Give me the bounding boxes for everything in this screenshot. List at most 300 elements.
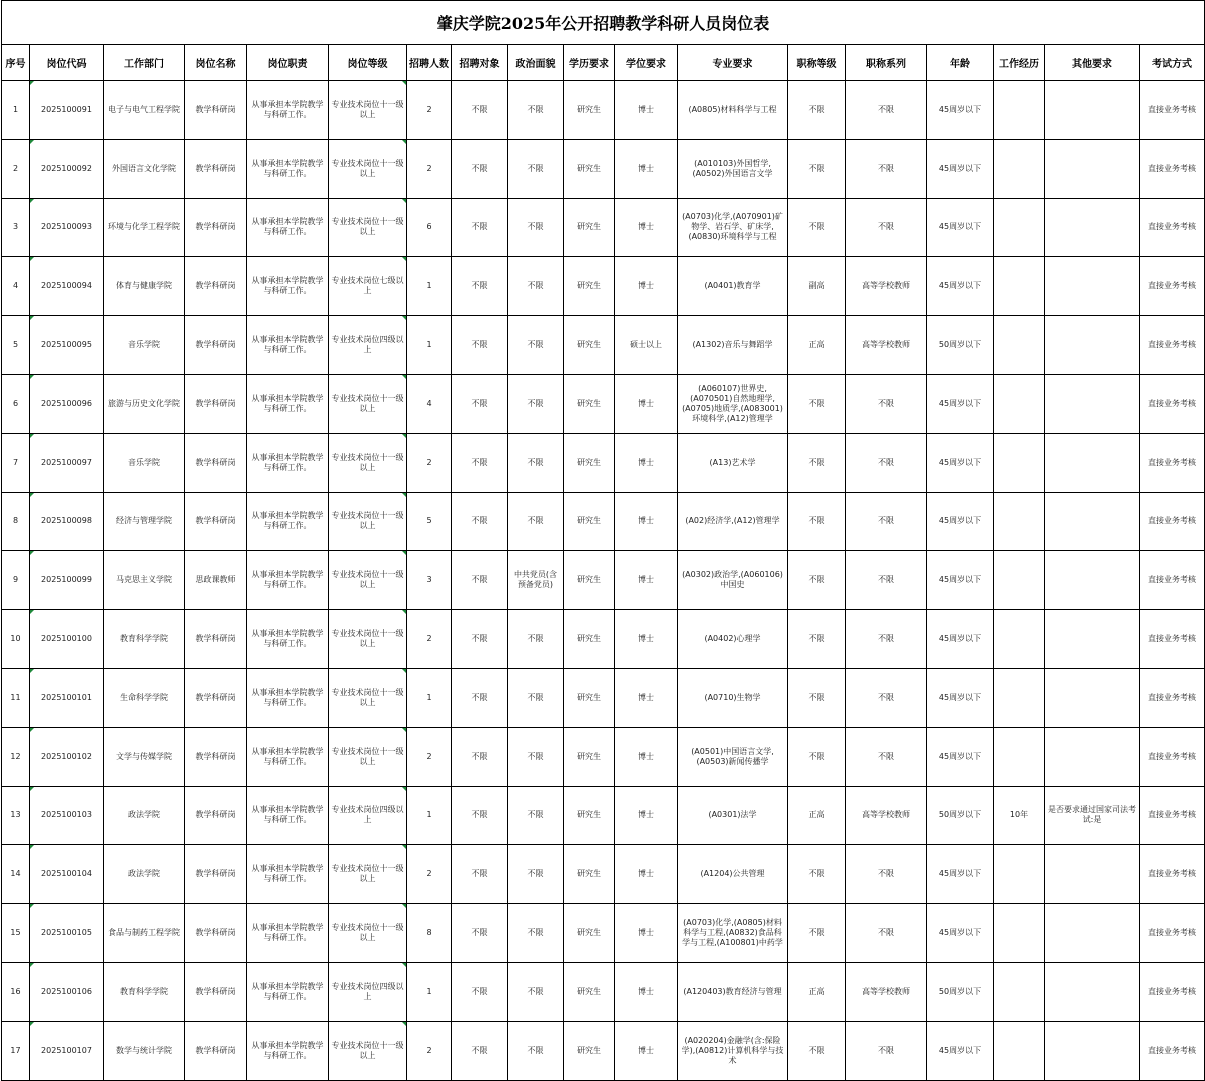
cell-headcount: 5	[407, 492, 452, 551]
cell-title-level: 不限	[788, 727, 846, 786]
cell-duties: 从事承担本学院教学与科研工作。	[247, 374, 329, 433]
cell-title-series: 不限	[846, 727, 927, 786]
cell-post-name: 教学科研岗	[185, 316, 247, 375]
table-row	[2, 610, 1205, 669]
cell-target: 不限	[452, 904, 508, 963]
cell-department: 体育与健康学院	[104, 257, 185, 316]
cell-post-grade: 专业技术岗位十一级以上	[329, 610, 407, 669]
cell-department: 食品与制药工程学院	[104, 904, 185, 963]
cell-post-grade: 专业技术岗位四级以上	[329, 962, 407, 1021]
cell-age: 45周岁以下	[927, 845, 994, 904]
cell-title-level: 不限	[788, 904, 846, 963]
cell-other-requirements	[1045, 668, 1140, 727]
cell-headcount: 2	[407, 139, 452, 198]
cell-seq: 7	[2, 433, 30, 492]
cell-political-status: 中共党员(含预备党员)	[508, 551, 564, 610]
cell-title-series: 不限	[846, 81, 927, 140]
header-title-series: 职称系列	[846, 45, 927, 81]
cell-exam-method: 直接业务考核	[1140, 727, 1205, 786]
header-exam-method: 考试方式	[1140, 45, 1205, 81]
cell-title-series: 不限	[846, 492, 927, 551]
cell-post-grade: 专业技术岗位十一级以上	[329, 492, 407, 551]
cell-age: 50周岁以下	[927, 962, 994, 1021]
cell-degree: 博士	[615, 374, 678, 433]
cell-age: 45周岁以下	[927, 198, 994, 257]
header-duties: 岗位职责	[247, 45, 329, 81]
cell-post-name: 教学科研岗	[185, 727, 247, 786]
cell-target: 不限	[452, 198, 508, 257]
cell-education: 研究生	[564, 1021, 615, 1080]
cell-duties: 从事承担本学院教学与科研工作。	[247, 551, 329, 610]
cell-degree: 硕士以上	[615, 316, 678, 375]
cell-degree: 博士	[615, 551, 678, 610]
cell-target: 不限	[452, 1021, 508, 1080]
cell-post-grade: 专业技术岗位十一级以上	[329, 551, 407, 610]
cell-title-level: 不限	[788, 610, 846, 669]
cell-exam-method: 直接业务考核	[1140, 904, 1205, 963]
table-row	[2, 845, 1205, 904]
cell-post-name: 教学科研岗	[185, 962, 247, 1021]
table-row	[2, 727, 1205, 786]
cell-post-name: 教学科研岗	[185, 139, 247, 198]
cell-seq: 17	[2, 1021, 30, 1080]
cell-other-requirements	[1045, 492, 1140, 551]
cell-work-experience	[994, 492, 1045, 551]
cell-seq: 3	[2, 198, 30, 257]
cell-other-requirements	[1045, 904, 1140, 963]
cell-political-status: 不限	[508, 139, 564, 198]
cell-title-series: 不限	[846, 551, 927, 610]
cell-post-name: 教学科研岗	[185, 374, 247, 433]
cell-political-status: 不限	[508, 492, 564, 551]
cell-post-name: 教学科研岗	[185, 198, 247, 257]
cell-post-grade: 专业技术岗位十一级以上	[329, 845, 407, 904]
cell-education: 研究生	[564, 139, 615, 198]
cell-major: (A1302)音乐与舞蹈学	[678, 316, 788, 375]
table-row	[2, 904, 1205, 963]
positions-table	[1, 0, 1205, 1081]
cell-degree: 博士	[615, 257, 678, 316]
cell-major: (A020204)金融学(含:保险学),(A0812)计算机科学与技术	[678, 1021, 788, 1080]
cell-title-series: 高等学校教师	[846, 257, 927, 316]
cell-duties: 从事承担本学院教学与科研工作。	[247, 727, 329, 786]
cell-work-experience	[994, 962, 1045, 1021]
header-post-name: 岗位名称	[185, 45, 247, 81]
cell-post-name: 教学科研岗	[185, 786, 247, 845]
cell-other-requirements	[1045, 610, 1140, 669]
cell-duties: 从事承担本学院教学与科研工作。	[247, 668, 329, 727]
header-age: 年龄	[927, 45, 994, 81]
cell-target: 不限	[452, 139, 508, 198]
cell-major: (A13)艺术学	[678, 433, 788, 492]
cell-degree: 博士	[615, 845, 678, 904]
cell-headcount: 1	[407, 668, 452, 727]
cell-headcount: 8	[407, 904, 452, 963]
header-other-requirements: 其他要求	[1045, 45, 1140, 81]
cell-work-experience	[994, 81, 1045, 140]
cell-exam-method: 直接业务考核	[1140, 845, 1205, 904]
cell-education: 研究生	[564, 492, 615, 551]
cell-department: 马克思主义学院	[104, 551, 185, 610]
cell-seq: 1	[2, 81, 30, 140]
cell-post-grade: 专业技术岗位四级以上	[329, 786, 407, 845]
cell-post-code: 2025100106	[30, 962, 104, 1021]
cell-post-code: 2025100101	[30, 668, 104, 727]
cell-degree: 博士	[615, 81, 678, 140]
cell-title-level: 不限	[788, 81, 846, 140]
table-row	[2, 198, 1205, 257]
cell-other-requirements	[1045, 433, 1140, 492]
cell-other-requirements	[1045, 198, 1140, 257]
cell-post-code: 2025100092	[30, 139, 104, 198]
cell-title-series: 高等学校教师	[846, 786, 927, 845]
cell-political-status: 不限	[508, 81, 564, 140]
cell-exam-method: 直接业务考核	[1140, 139, 1205, 198]
cell-department: 政法学院	[104, 786, 185, 845]
cell-post-name: 教学科研岗	[185, 257, 247, 316]
cell-seq: 14	[2, 845, 30, 904]
cell-seq: 13	[2, 786, 30, 845]
cell-duties: 从事承担本学院教学与科研工作。	[247, 433, 329, 492]
cell-headcount: 1	[407, 257, 452, 316]
cell-education: 研究生	[564, 551, 615, 610]
cell-post-grade: 专业技术岗位十一级以上	[329, 81, 407, 140]
cell-education: 研究生	[564, 198, 615, 257]
cell-major: (A1204)公共管理	[678, 845, 788, 904]
cell-title-level: 正高	[788, 316, 846, 375]
table-row	[2, 1021, 1205, 1080]
cell-post-code: 2025100091	[30, 81, 104, 140]
cell-age: 50周岁以下	[927, 316, 994, 375]
header-title-level: 职称等级	[788, 45, 846, 81]
cell-other-requirements	[1045, 374, 1140, 433]
cell-degree: 博士	[615, 962, 678, 1021]
cell-degree: 博士	[615, 1021, 678, 1080]
cell-title-level: 不限	[788, 374, 846, 433]
cell-exam-method: 直接业务考核	[1140, 610, 1205, 669]
cell-education: 研究生	[564, 727, 615, 786]
header-post-code: 岗位代码	[30, 45, 104, 81]
cell-work-experience	[994, 433, 1045, 492]
cell-title-level: 不限	[788, 492, 846, 551]
cell-political-status: 不限	[508, 668, 564, 727]
header-headcount: 招聘人数	[407, 45, 452, 81]
cell-work-experience	[994, 257, 1045, 316]
cell-post-code: 2025100094	[30, 257, 104, 316]
cell-degree: 博士	[615, 433, 678, 492]
cell-exam-method: 直接业务考核	[1140, 374, 1205, 433]
cell-degree: 博士	[615, 727, 678, 786]
cell-headcount: 4	[407, 374, 452, 433]
header-seq: 序号	[2, 45, 30, 81]
cell-title-level: 不限	[788, 1021, 846, 1080]
cell-department: 电子与电气工程学院	[104, 81, 185, 140]
cell-exam-method: 直接业务考核	[1140, 433, 1205, 492]
cell-department: 教育科学学院	[104, 610, 185, 669]
table-row	[2, 492, 1205, 551]
cell-education: 研究生	[564, 962, 615, 1021]
cell-age: 45周岁以下	[927, 139, 994, 198]
cell-target: 不限	[452, 845, 508, 904]
cell-education: 研究生	[564, 81, 615, 140]
cell-education: 研究生	[564, 786, 615, 845]
cell-target: 不限	[452, 962, 508, 1021]
cell-target: 不限	[452, 81, 508, 140]
cell-education: 研究生	[564, 668, 615, 727]
cell-seq: 12	[2, 727, 30, 786]
cell-seq: 16	[2, 962, 30, 1021]
cell-exam-method: 直接业务考核	[1140, 492, 1205, 551]
cell-seq: 15	[2, 904, 30, 963]
cell-post-grade: 专业技术岗位十一级以上	[329, 904, 407, 963]
cell-post-grade: 专业技术岗位十一级以上	[329, 139, 407, 198]
cell-degree: 博士	[615, 786, 678, 845]
cell-major: (A0805)材料科学与工程	[678, 81, 788, 140]
cell-title-level: 不限	[788, 551, 846, 610]
cell-political-status: 不限	[508, 316, 564, 375]
cell-department: 环境与化学工程学院	[104, 198, 185, 257]
cell-duties: 从事承担本学院教学与科研工作。	[247, 845, 329, 904]
cell-headcount: 3	[407, 551, 452, 610]
cell-political-status: 不限	[508, 845, 564, 904]
cell-exam-method: 直接业务考核	[1140, 962, 1205, 1021]
cell-department: 教育科学学院	[104, 962, 185, 1021]
cell-political-status: 不限	[508, 786, 564, 845]
cell-seq: 9	[2, 551, 30, 610]
cell-post-code: 2025100105	[30, 904, 104, 963]
cell-post-grade: 专业技术岗位十一级以上	[329, 374, 407, 433]
cell-age: 45周岁以下	[927, 727, 994, 786]
cell-work-experience	[994, 845, 1045, 904]
header-row	[2, 45, 1205, 81]
cell-education: 研究生	[564, 845, 615, 904]
cell-duties: 从事承担本学院教学与科研工作。	[247, 786, 329, 845]
cell-age: 50周岁以下	[927, 786, 994, 845]
cell-post-name: 教学科研岗	[185, 845, 247, 904]
job-position-sheet	[1, 0, 1204, 1079]
cell-post-code: 2025100098	[30, 492, 104, 551]
table-row	[2, 433, 1205, 492]
cell-duties: 从事承担本学院教学与科研工作。	[247, 904, 329, 963]
cell-other-requirements	[1045, 727, 1140, 786]
cell-exam-method: 直接业务考核	[1140, 316, 1205, 375]
cell-seq: 10	[2, 610, 30, 669]
cell-political-status: 不限	[508, 962, 564, 1021]
cell-education: 研究生	[564, 433, 615, 492]
table-row	[2, 551, 1205, 610]
table-title: 肇庆学院2025年公开招聘教学科研人员岗位表	[2, 1, 1205, 45]
table-row	[2, 786, 1205, 845]
cell-political-status: 不限	[508, 610, 564, 669]
cell-seq: 6	[2, 374, 30, 433]
cell-headcount: 6	[407, 198, 452, 257]
cell-exam-method: 直接业务考核	[1140, 551, 1205, 610]
cell-other-requirements	[1045, 962, 1140, 1021]
cell-work-experience	[994, 551, 1045, 610]
cell-department: 旅游与历史文化学院	[104, 374, 185, 433]
cell-age: 45周岁以下	[927, 81, 994, 140]
cell-target: 不限	[452, 610, 508, 669]
cell-degree: 博士	[615, 904, 678, 963]
cell-degree: 博士	[615, 610, 678, 669]
cell-post-name: 教学科研岗	[185, 668, 247, 727]
cell-headcount: 1	[407, 786, 452, 845]
cell-post-code: 2025100102	[30, 727, 104, 786]
cell-headcount: 2	[407, 845, 452, 904]
cell-major: (A0710)生物学	[678, 668, 788, 727]
cell-department: 数学与统计学院	[104, 1021, 185, 1080]
cell-major: (A0703)化学,(A0805)材料科学与工程,(A0832)食品科学与工程,(A100801)中药学	[678, 904, 788, 963]
header-education: 学历要求	[564, 45, 615, 81]
cell-exam-method: 直接业务考核	[1140, 786, 1205, 845]
cell-duties: 从事承担本学院教学与科研工作。	[247, 198, 329, 257]
cell-exam-method: 直接业务考核	[1140, 198, 1205, 257]
cell-post-code: 2025100104	[30, 845, 104, 904]
cell-work-experience	[994, 374, 1045, 433]
cell-title-series: 不限	[846, 668, 927, 727]
cell-work-experience	[994, 198, 1045, 257]
cell-major: (A0703)化学,(A070901)矿物学、岩石学、矿床学,(A0830)环境科学与工程	[678, 198, 788, 257]
cell-title-level: 不限	[788, 139, 846, 198]
cell-title-level: 副高	[788, 257, 846, 316]
table-row	[2, 374, 1205, 433]
cell-headcount: 1	[407, 316, 452, 375]
cell-title-series: 不限	[846, 139, 927, 198]
cell-exam-method: 直接业务考核	[1140, 668, 1205, 727]
table-row	[2, 139, 1205, 198]
cell-title-series: 高等学校教师	[846, 316, 927, 375]
cell-degree: 博士	[615, 492, 678, 551]
header-work-experience: 工作经历	[994, 45, 1045, 81]
cell-duties: 从事承担本学院教学与科研工作。	[247, 610, 329, 669]
cell-target: 不限	[452, 433, 508, 492]
cell-education: 研究生	[564, 374, 615, 433]
cell-target: 不限	[452, 727, 508, 786]
cell-headcount: 2	[407, 433, 452, 492]
cell-other-requirements	[1045, 316, 1140, 375]
cell-department: 政法学院	[104, 845, 185, 904]
cell-headcount: 2	[407, 81, 452, 140]
cell-post-grade: 专业技术岗位四级以上	[329, 316, 407, 375]
cell-target: 不限	[452, 316, 508, 375]
cell-seq: 8	[2, 492, 30, 551]
cell-title-level: 不限	[788, 668, 846, 727]
cell-political-status: 不限	[508, 1021, 564, 1080]
cell-department: 外国语言文化学院	[104, 139, 185, 198]
cell-political-status: 不限	[508, 198, 564, 257]
cell-other-requirements: 是否要求通过国家司法考试:是	[1045, 786, 1140, 845]
cell-exam-method: 直接业务考核	[1140, 81, 1205, 140]
cell-title-level: 正高	[788, 962, 846, 1021]
cell-title-series: 不限	[846, 374, 927, 433]
cell-work-experience	[994, 727, 1045, 786]
header-target: 招聘对象	[452, 45, 508, 81]
cell-post-code: 2025100103	[30, 786, 104, 845]
cell-political-status: 不限	[508, 433, 564, 492]
cell-post-code: 2025100107	[30, 1021, 104, 1080]
cell-major: (A010103)外国哲学,(A0502)外国语言文学	[678, 139, 788, 198]
cell-title-series: 不限	[846, 845, 927, 904]
cell-seq: 5	[2, 316, 30, 375]
cell-title-level: 不限	[788, 198, 846, 257]
cell-age: 45周岁以下	[927, 492, 994, 551]
cell-seq: 4	[2, 257, 30, 316]
cell-title-level: 不限	[788, 433, 846, 492]
cell-major: (A0501)中国语言文学,(A0503)新闻传播学	[678, 727, 788, 786]
cell-age: 45周岁以下	[927, 668, 994, 727]
cell-duties: 从事承担本学院教学与科研工作。	[247, 1021, 329, 1080]
cell-department: 文学与传媒学院	[104, 727, 185, 786]
cell-title-series: 不限	[846, 1021, 927, 1080]
cell-age: 45周岁以下	[927, 610, 994, 669]
table-row	[2, 257, 1205, 316]
cell-post-grade: 专业技术岗位十一级以上	[329, 727, 407, 786]
cell-political-status: 不限	[508, 257, 564, 316]
cell-major: (A0301)法学	[678, 786, 788, 845]
cell-post-name: 教学科研岗	[185, 492, 247, 551]
cell-target: 不限	[452, 492, 508, 551]
cell-other-requirements	[1045, 1021, 1140, 1080]
cell-degree: 博士	[615, 668, 678, 727]
cell-major: (A02)经济学,(A12)管理学	[678, 492, 788, 551]
cell-department: 音乐学院	[104, 316, 185, 375]
cell-department: 音乐学院	[104, 433, 185, 492]
cell-post-name: 教学科研岗	[185, 904, 247, 963]
cell-education: 研究生	[564, 904, 615, 963]
cell-political-status: 不限	[508, 727, 564, 786]
cell-major: (A120403)教育经济与管理	[678, 962, 788, 1021]
cell-major: (A0402)心理学	[678, 610, 788, 669]
header-department: 工作部门	[104, 45, 185, 81]
cell-education: 研究生	[564, 316, 615, 375]
cell-post-code: 2025100096	[30, 374, 104, 433]
cell-target: 不限	[452, 374, 508, 433]
cell-headcount: 1	[407, 962, 452, 1021]
header-degree: 学位要求	[615, 45, 678, 81]
cell-work-experience	[994, 668, 1045, 727]
cell-target: 不限	[452, 786, 508, 845]
cell-work-experience	[994, 904, 1045, 963]
table-row	[2, 316, 1205, 375]
cell-title-series: 不限	[846, 904, 927, 963]
cell-work-experience	[994, 139, 1045, 198]
cell-duties: 从事承担本学院教学与科研工作。	[247, 139, 329, 198]
cell-major: (A0302)政治学,(A060106)中国史	[678, 551, 788, 610]
cell-age: 45周岁以下	[927, 257, 994, 316]
cell-department: 经济与管理学院	[104, 492, 185, 551]
cell-post-name: 教学科研岗	[185, 81, 247, 140]
cell-post-name: 教学科研岗	[185, 1021, 247, 1080]
cell-post-grade: 专业技术岗位十一级以上	[329, 433, 407, 492]
cell-age: 45周岁以下	[927, 374, 994, 433]
cell-duties: 从事承担本学院教学与科研工作。	[247, 316, 329, 375]
table-row	[2, 962, 1205, 1021]
cell-political-status: 不限	[508, 374, 564, 433]
cell-target: 不限	[452, 257, 508, 316]
cell-headcount: 2	[407, 610, 452, 669]
cell-work-experience	[994, 610, 1045, 669]
cell-seq: 2	[2, 139, 30, 198]
cell-seq: 11	[2, 668, 30, 727]
cell-post-code: 2025100099	[30, 551, 104, 610]
cell-degree: 博士	[615, 198, 678, 257]
header-political-status: 政治面貌	[508, 45, 564, 81]
cell-post-code: 2025100093	[30, 198, 104, 257]
cell-post-code: 2025100097	[30, 433, 104, 492]
cell-other-requirements	[1045, 81, 1140, 140]
table-row	[2, 81, 1205, 140]
table-body	[2, 81, 1205, 1081]
